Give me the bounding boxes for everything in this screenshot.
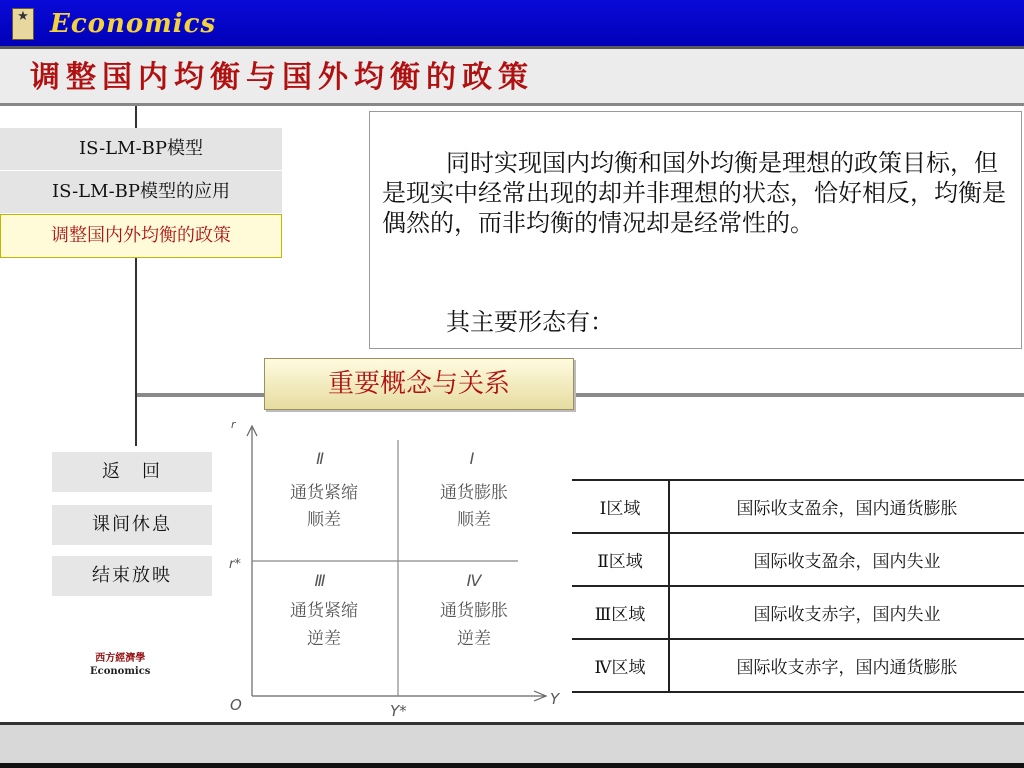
region-cell: Ⅳ区域	[572, 639, 669, 692]
concept-tag-label: 重要概念与关系	[327, 369, 510, 399]
x-axis-label: Y	[550, 690, 560, 708]
r-star-label: r*	[229, 557, 241, 572]
region-cell: Ⅲ区域	[572, 586, 669, 639]
content-textbox	[369, 111, 1022, 349]
quadrant-4-line2: 逆差	[457, 629, 491, 649]
table-row	[572, 586, 1024, 639]
description-cell: 国际收支赤字，国内通货膨胀	[669, 639, 1024, 692]
quadrant-1-line1: 通货膨胀	[440, 483, 508, 503]
footer-bar	[0, 725, 1024, 763]
y-axis-label: r	[231, 418, 236, 431]
nav-item-balance-policy[interactable]: 调整国内外均衡的政策	[0, 214, 282, 258]
sidebar-nav	[0, 128, 282, 258]
quadrant-1-line2: 顺差	[457, 510, 491, 530]
quadrant-4-line1: 通货膨胀	[440, 601, 508, 621]
region-table	[572, 479, 1024, 693]
description-cell: 国际收支盈余，国内通货膨胀	[669, 480, 1024, 533]
break-button[interactable]: 课间休息	[52, 505, 212, 545]
content-subheading: 其主要形态有：	[446, 308, 614, 336]
header-bar	[0, 0, 1024, 46]
quadrant-3-line1: 通货紧缩	[290, 601, 358, 621]
region-cell: Ⅱ区域	[572, 533, 669, 586]
content-paragraph: 同时实现国内均衡和国外均衡是理想的政策目标，但是现实中经常出现的却并非理想的状态，恰好相反，均衡是偶然的，而非均衡的情况却是经常性的。	[382, 149, 1006, 237]
quadrant-diagram-svg	[228, 418, 568, 720]
economics-logo	[90, 652, 150, 678]
description-cell: 国际收支赤字，国内失业	[669, 586, 1024, 639]
description-cell: 国际收支盈余，国内失业	[669, 533, 1024, 586]
book-logo-icon: ★	[12, 8, 34, 40]
nav-item-is-lm-bp-model[interactable]: IS-LM-BP模型	[0, 128, 282, 171]
quadrant-3-roman: Ⅲ	[314, 571, 326, 590]
table-row	[572, 480, 1024, 533]
quadrant-2-line1: 通货紧缩	[290, 483, 358, 503]
app-title: Economics	[50, 9, 217, 39]
quadrant-diagram	[228, 418, 568, 720]
title-divider	[0, 103, 1024, 106]
table-row	[572, 639, 1024, 692]
end-show-button[interactable]: 结束放映	[52, 556, 212, 596]
logo-chinese-text: 西方經濟學	[95, 653, 146, 664]
back-button[interactable]: 返 回	[52, 452, 212, 492]
footer-edge	[0, 763, 1024, 768]
quadrant-2-line2: 顺差	[307, 510, 341, 530]
nav-item-is-lm-bp-application[interactable]: IS-LM-BP模型的应用	[0, 171, 282, 214]
quadrant-4-roman: Ⅳ	[466, 571, 482, 590]
page-title: 调整国内均衡与国外均衡的政策	[30, 60, 534, 95]
quadrant-2-roman: Ⅱ	[316, 449, 324, 468]
concept-tag[interactable]	[264, 358, 574, 410]
origin-label: O	[230, 696, 242, 714]
quadrant-3-line2: 逆差	[307, 629, 341, 649]
logo-english-text: Economics	[90, 666, 151, 677]
quadrant-1-roman: Ⅰ	[469, 449, 475, 468]
table-row	[572, 533, 1024, 586]
region-cell: Ⅰ区域	[572, 480, 669, 533]
y-star-label: Y*	[390, 702, 407, 720]
